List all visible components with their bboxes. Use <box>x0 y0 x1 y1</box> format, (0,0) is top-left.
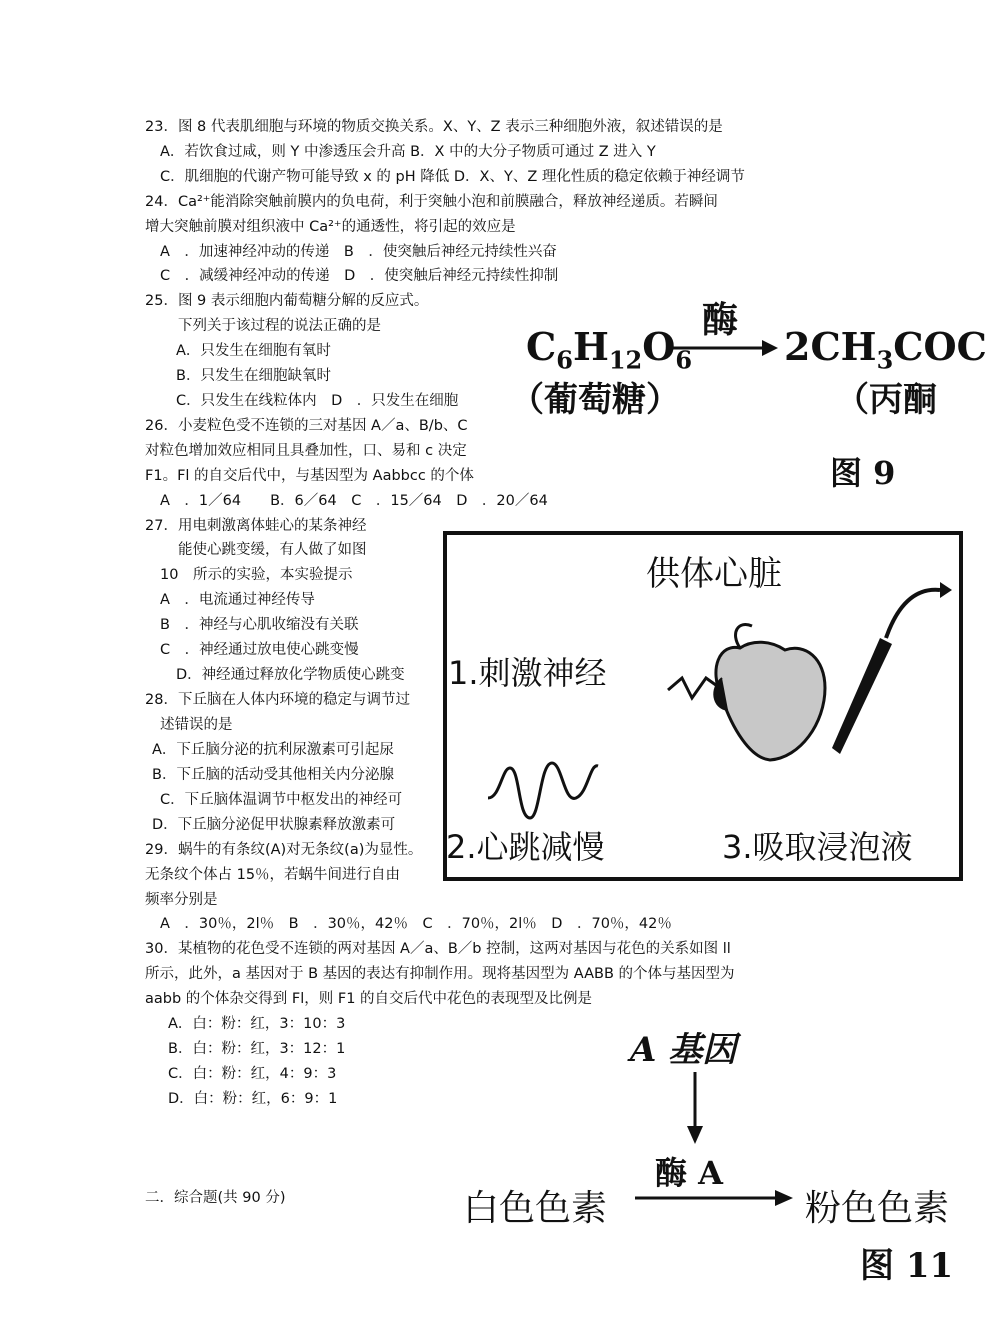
q26-stem-3: F1。Fl 的自交后代中，与基因型为 Aabbcc 的个体 <box>145 468 474 484</box>
fig10-step3: 3.吸取浸泡液 <box>722 828 913 866</box>
q26-stem-2: 对粒色增加效应相同且具叠加性，口、易和 c 决定 <box>145 443 467 459</box>
q28-option-c: C．下丘脑体温调节中枢发出的神经可 <box>160 792 403 808</box>
q24-stem-2: 增大突触前膜对组织液中 Ca²⁺的通透性，将引起的效应是 <box>145 219 516 235</box>
q23-options-ab: A．若饮食过咸，则 Y 中渗透压会升高 B．X 中的大分子物质可通过 Z 进入 Y <box>160 144 656 160</box>
q29-options: A ．30％，2l％ B ．30％，42％ C ．70％，2l％ D ．70％，42％ <box>160 916 672 932</box>
q28-option-a: A．下丘脑分泌的抗利尿激素可引起尿 <box>152 742 394 758</box>
q24-options-ab: A ．加速神经冲动的传递 B ．使突触后神经元持续性兴奋 <box>160 244 557 260</box>
fig10-title: 供体心脏 <box>646 554 782 594</box>
q30-stem-2: 所示，此外，a 基因对于 B 基因的表达有抑制作用。现将基因型为 AABB 的个体与基因型为 <box>145 966 735 982</box>
figure-10 <box>440 528 950 886</box>
fig11-to: 粉色色素 <box>805 1188 950 1229</box>
q29-stem-3: 频率分别是 <box>145 892 218 908</box>
fig9-reactant-name: （葡萄糖） <box>510 380 680 420</box>
q30-option-a: A．白：粉：红，3：10：3 <box>168 1016 346 1032</box>
q30-stem-3: aabb 的个体杂交得到 Fl，则 F1 的自交后代中花色的表现型及比例是 <box>145 991 593 1007</box>
q25-options-cd: C．只发生在线粒体内 D ．只发生在细胞 <box>176 393 459 409</box>
fig11-from: 白色色素 <box>463 1188 608 1229</box>
q27-option-a: A ．电流通过神经传导 <box>160 592 315 608</box>
q30-option-b: B．白：粉：红，3：12：1 <box>168 1041 346 1057</box>
q27-stem-1: 27．用电刺激离体蛙心的某条神经 <box>145 518 367 534</box>
q28-option-b: B．下丘脑的活动受其他相关内分泌腺 <box>152 767 394 783</box>
fig11-gene: A 基因 <box>630 1030 737 1070</box>
figure-11 <box>455 1020 954 1290</box>
pipette <box>832 638 892 754</box>
q23-options-cd: C．肌细胞的代谢产物可能导致 x 的 pH 降低 D．X、Y、Z 理化性质的稳定依赖于神经调节 <box>160 169 745 185</box>
q28-stem-2: 述错误的是 <box>160 717 233 733</box>
q27-stem-3: 10 所示的实验，本实验提示 <box>160 567 353 583</box>
q28-stem-1: 28．下丘脑在人体内环境的稳定与调节过 <box>145 692 410 708</box>
heart-shape <box>716 642 825 760</box>
q27-option-d: D．神经通过释放化学物质使心跳变 <box>176 667 405 683</box>
heartbeat-wave <box>488 763 598 818</box>
q24-stem-1: 24．Ca²⁺能消除突触前膜内的负电荷，利于突触小泡和前膜融合，释放神经递质。若瞬间 <box>145 194 718 210</box>
q30-option-c: C．白：粉：红，4：9：3 <box>168 1066 337 1082</box>
fig9-product-name: （丙酮 <box>835 380 937 420</box>
fig9-enzyme: 酶 <box>702 299 739 341</box>
q27-option-c: C ．神经通过放电使心跳变慢 <box>160 642 359 658</box>
q27-option-b: B ．神经与心肌收缩没有关联 <box>160 617 359 633</box>
fig10-step2: 2.心跳减慢 <box>446 828 605 866</box>
fig9-caption: 图 9 <box>830 454 896 492</box>
fig11-caption: 图 11 <box>860 1246 954 1286</box>
q30-option-d: D．白：粉：红，6：9：1 <box>168 1091 338 1107</box>
fig9-product: $2CH_3COC$ <box>784 324 987 375</box>
fig10-step1: 1.刺激神经 <box>448 654 607 692</box>
stimulus-zigzag <box>668 678 720 698</box>
q28-option-d: D．下丘脑分泌促甲状腺素释放激素可 <box>152 817 396 833</box>
q26-stem-1: 26．小麦粒色受不连锁的三对基因 A／a、B/b、C <box>145 418 468 434</box>
q30-stem-1: 30．某植物的花色受不连锁的两对基因 A／a、B／b 控制，这两对基因与花色的关系如图 ll <box>145 941 731 957</box>
q23-stem: 23．图 8 代表肌细胞与环境的物质交换关系。X、Y、Z 表示三种细胞外液，叙述错误的是 <box>145 119 723 135</box>
q25-stem-1: 25．图 9 表示细胞内葡萄糖分解的反应式。 <box>145 293 429 309</box>
figure-9 <box>510 292 987 497</box>
q29-stem-2: 无条纹个体占 15％，若蜗牛间进行自由 <box>145 867 401 883</box>
q25-option-a: A．只发生在细胞有氧时 <box>176 343 331 359</box>
fig11-enzyme: 酶 A <box>655 1154 723 1192</box>
q25-stem-2: 下列关于该过程的说法正确的是 <box>178 318 381 334</box>
section-heading: 二．综合题(共 90 分) <box>145 1190 286 1206</box>
q25-option-b: B．只发生在细胞缺氧时 <box>176 368 331 384</box>
q29-stem-1: 29．蜗牛的有条纹(A)对无条纹(a)为显性。 <box>145 842 423 858</box>
q24-options-cd: C ．减缓神经冲动的传递 D ．使突触后神经元持续性抑制 <box>160 268 559 284</box>
q26-options: A ．1／64 B．6／64 C ．15／64 D ．20／64 <box>160 493 548 509</box>
fig9-reactant: $C_6H_{12}O_6$ <box>526 324 693 375</box>
q27-stem-2: 能使心跳变缓，有人做了如图 <box>178 542 367 558</box>
fig10-illustration <box>440 528 950 886</box>
